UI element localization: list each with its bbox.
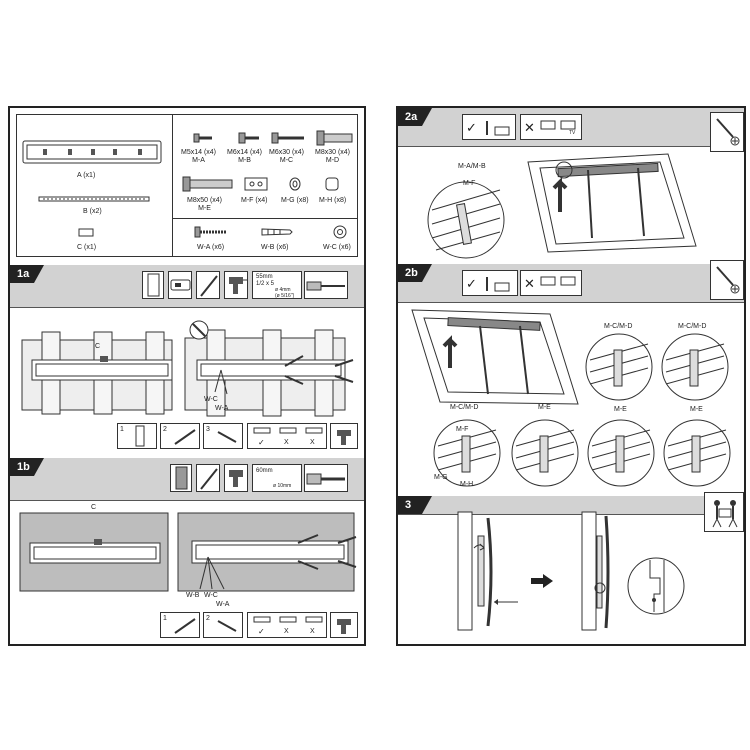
parts-panel: [16, 114, 358, 257]
spacer-mh-callout-2b: M-H: [460, 481, 474, 488]
wood-wall-illustration-left: [22, 330, 182, 420]
part-wa-label: W-A (x6): [197, 244, 225, 251]
drill-driver-panel-1b: [330, 612, 358, 638]
part-ma-label: M5x14 (x4) M-A: [181, 149, 217, 164]
tighten-wrong-mark-1: X: [284, 439, 289, 446]
tighten-correct-mark-1b: ✓: [258, 627, 265, 636]
anchor-wb-icon: [262, 227, 294, 237]
tighten-wrong-mark-1b-1: X: [284, 628, 289, 635]
washer-mg-callout-2b: M-G: [434, 474, 448, 481]
screw-ma-mb-callout: M-A/M-B: [458, 163, 486, 170]
wrong-orientation-panel: ✕ TV: [520, 114, 582, 140]
part-mg-label: M-G (x8): [281, 197, 309, 204]
tv-hang-side-view-after: [578, 512, 618, 632]
section-1b-header: [10, 458, 364, 501]
screwdriver-tool-panel: [710, 112, 744, 152]
tv-back-illustration-2b: [410, 308, 580, 408]
tighten-indicator-panel-1b: [247, 612, 327, 638]
screw-wa-callout-1b: W-A: [216, 601, 230, 608]
tighten-wrong-mark-2: X: [310, 439, 315, 446]
tool-wood-icon: [142, 271, 164, 299]
section-2a-tag: 2a: [398, 108, 422, 126]
rail-b-illustration: [39, 195, 151, 203]
spacer-mh-icon: [325, 177, 339, 191]
screw-mc-md-callout-1: M-C/M-D: [604, 323, 633, 330]
tighten-wrong-mark-1b-2: X: [310, 628, 315, 635]
left-page: [8, 106, 366, 646]
tv-hang-side-view-before: [454, 512, 524, 632]
screw-md-icon: [317, 131, 353, 145]
tighten-correct-mark: ✓: [258, 438, 265, 447]
screw-mb-icon: [239, 133, 261, 143]
spacer-c-callout-1b: C: [91, 504, 97, 511]
tool-drill-icon: [224, 271, 248, 299]
section-3-tag: 3: [398, 496, 422, 514]
drill-bit-panel-1b: [304, 464, 348, 492]
step-1-panel: 1: [117, 423, 157, 449]
correct-orientation-panel: ✓: [462, 114, 516, 140]
screw-me-callout-2: M-E: [614, 406, 627, 413]
detail-circle-2b-4: [510, 418, 580, 488]
section-2a-header: [398, 108, 744, 147]
hook-detail-circle: [626, 556, 686, 616]
plate-mf-callout-2a: M-F: [463, 180, 476, 187]
screw-mc-md-callout-3: M-C/M-D: [450, 404, 479, 411]
part-md-label: M8x30 (x4) M-D: [315, 149, 351, 164]
right-page: [396, 106, 746, 646]
drill-spec-panel: 55mm 1/2 x 5 ø 4mm (ø 5/16"): [252, 271, 302, 299]
screw-me-callout-1: M-E: [538, 404, 551, 411]
detail-circle-2a: [426, 180, 506, 260]
concrete-wall-illustration-right: [178, 513, 358, 593]
tool-stud-finder-icon: [168, 271, 192, 299]
tv-back-illustration-2a: [518, 152, 698, 252]
screw-wa-icon: [195, 227, 229, 237]
section-1a-tag: 1a: [10, 265, 34, 283]
wood-wall-illustration-right: [185, 326, 355, 421]
part-mc-label: M6x30 (x4) M-C: [269, 149, 305, 164]
section-2b-header: [398, 264, 744, 303]
screw-me-icon: [183, 177, 233, 191]
part-c-label: C (x1): [77, 244, 97, 251]
drill-driver-panel: [330, 423, 358, 449]
washer-mg-icon: [289, 177, 301, 191]
part-wc-label: W-C (x6): [323, 244, 351, 251]
wrong-orientation-panel-2b: ✕: [520, 270, 582, 296]
detail-circle-2b-1: [584, 332, 654, 402]
spacer-c-callout: C: [95, 343, 101, 350]
tool-hammer-drill-icon: [224, 464, 248, 492]
detail-circle-2b-6: [662, 418, 732, 488]
washer-wc-icon: [333, 225, 347, 239]
part-b-label: B (x2): [83, 208, 102, 215]
spacer-c-illustration: [79, 228, 95, 238]
part-mf-label: M-F (x4): [241, 197, 268, 204]
tool-pencil-icon: [196, 271, 220, 299]
tool-pencil-icon-1b: [196, 464, 220, 492]
drill-spec-panel-1b: 60mm ø 10mm: [252, 464, 302, 492]
anchor-wb-callout: W-B: [186, 592, 200, 599]
part-a-label: A (x1): [77, 172, 96, 179]
bracket-a-illustration: [23, 137, 163, 167]
section-2b-tag: 2b: [398, 264, 422, 282]
two-person-lift-panel: [704, 492, 744, 532]
tighten-indicator-panel: [247, 423, 327, 449]
detail-circle-2b-2: [660, 332, 730, 402]
section-1b-tag: 1b: [10, 458, 34, 476]
step-2-panel-1b: 2: [203, 612, 243, 638]
part-mb-label: M6x14 (x4) M-B: [227, 149, 263, 164]
detail-circle-2b-5: [586, 418, 656, 488]
part-mh-label: M-H (x8): [319, 197, 347, 204]
step-1-panel-1b: 1: [160, 612, 200, 638]
screw-ma-icon: [194, 133, 214, 143]
section-1a-header: [10, 265, 364, 308]
plate-mf-callout-2b: M-F: [456, 426, 469, 433]
washer-wc-callout: W-C: [204, 396, 218, 403]
correct-orientation-panel-2b: ✓: [462, 270, 518, 296]
section-3-header: [398, 496, 744, 515]
arrow-right-icon: [531, 574, 553, 588]
drill-bit-panel: [304, 271, 348, 299]
step-2-panel: 2: [160, 423, 200, 449]
part-me-label: M8x50 (x4) M-E: [187, 197, 223, 212]
step-3-panel: 3: [203, 423, 243, 449]
screw-mc-md-callout-2: M-C/M-D: [678, 323, 707, 330]
screw-wa-callout: W-A: [215, 405, 229, 412]
screwdriver-tool-panel-2b: [710, 260, 744, 300]
washer-wc-callout-1b: W-C: [204, 592, 218, 599]
concrete-wall-illustration-left: [20, 513, 170, 593]
tool-concrete-icon: [170, 464, 192, 492]
plate-mf-icon: [245, 177, 269, 191]
screw-me-callout-3: M-E: [690, 406, 703, 413]
part-wb-label: W-B (x6): [261, 244, 289, 251]
screw-mc-icon: [272, 133, 306, 143]
